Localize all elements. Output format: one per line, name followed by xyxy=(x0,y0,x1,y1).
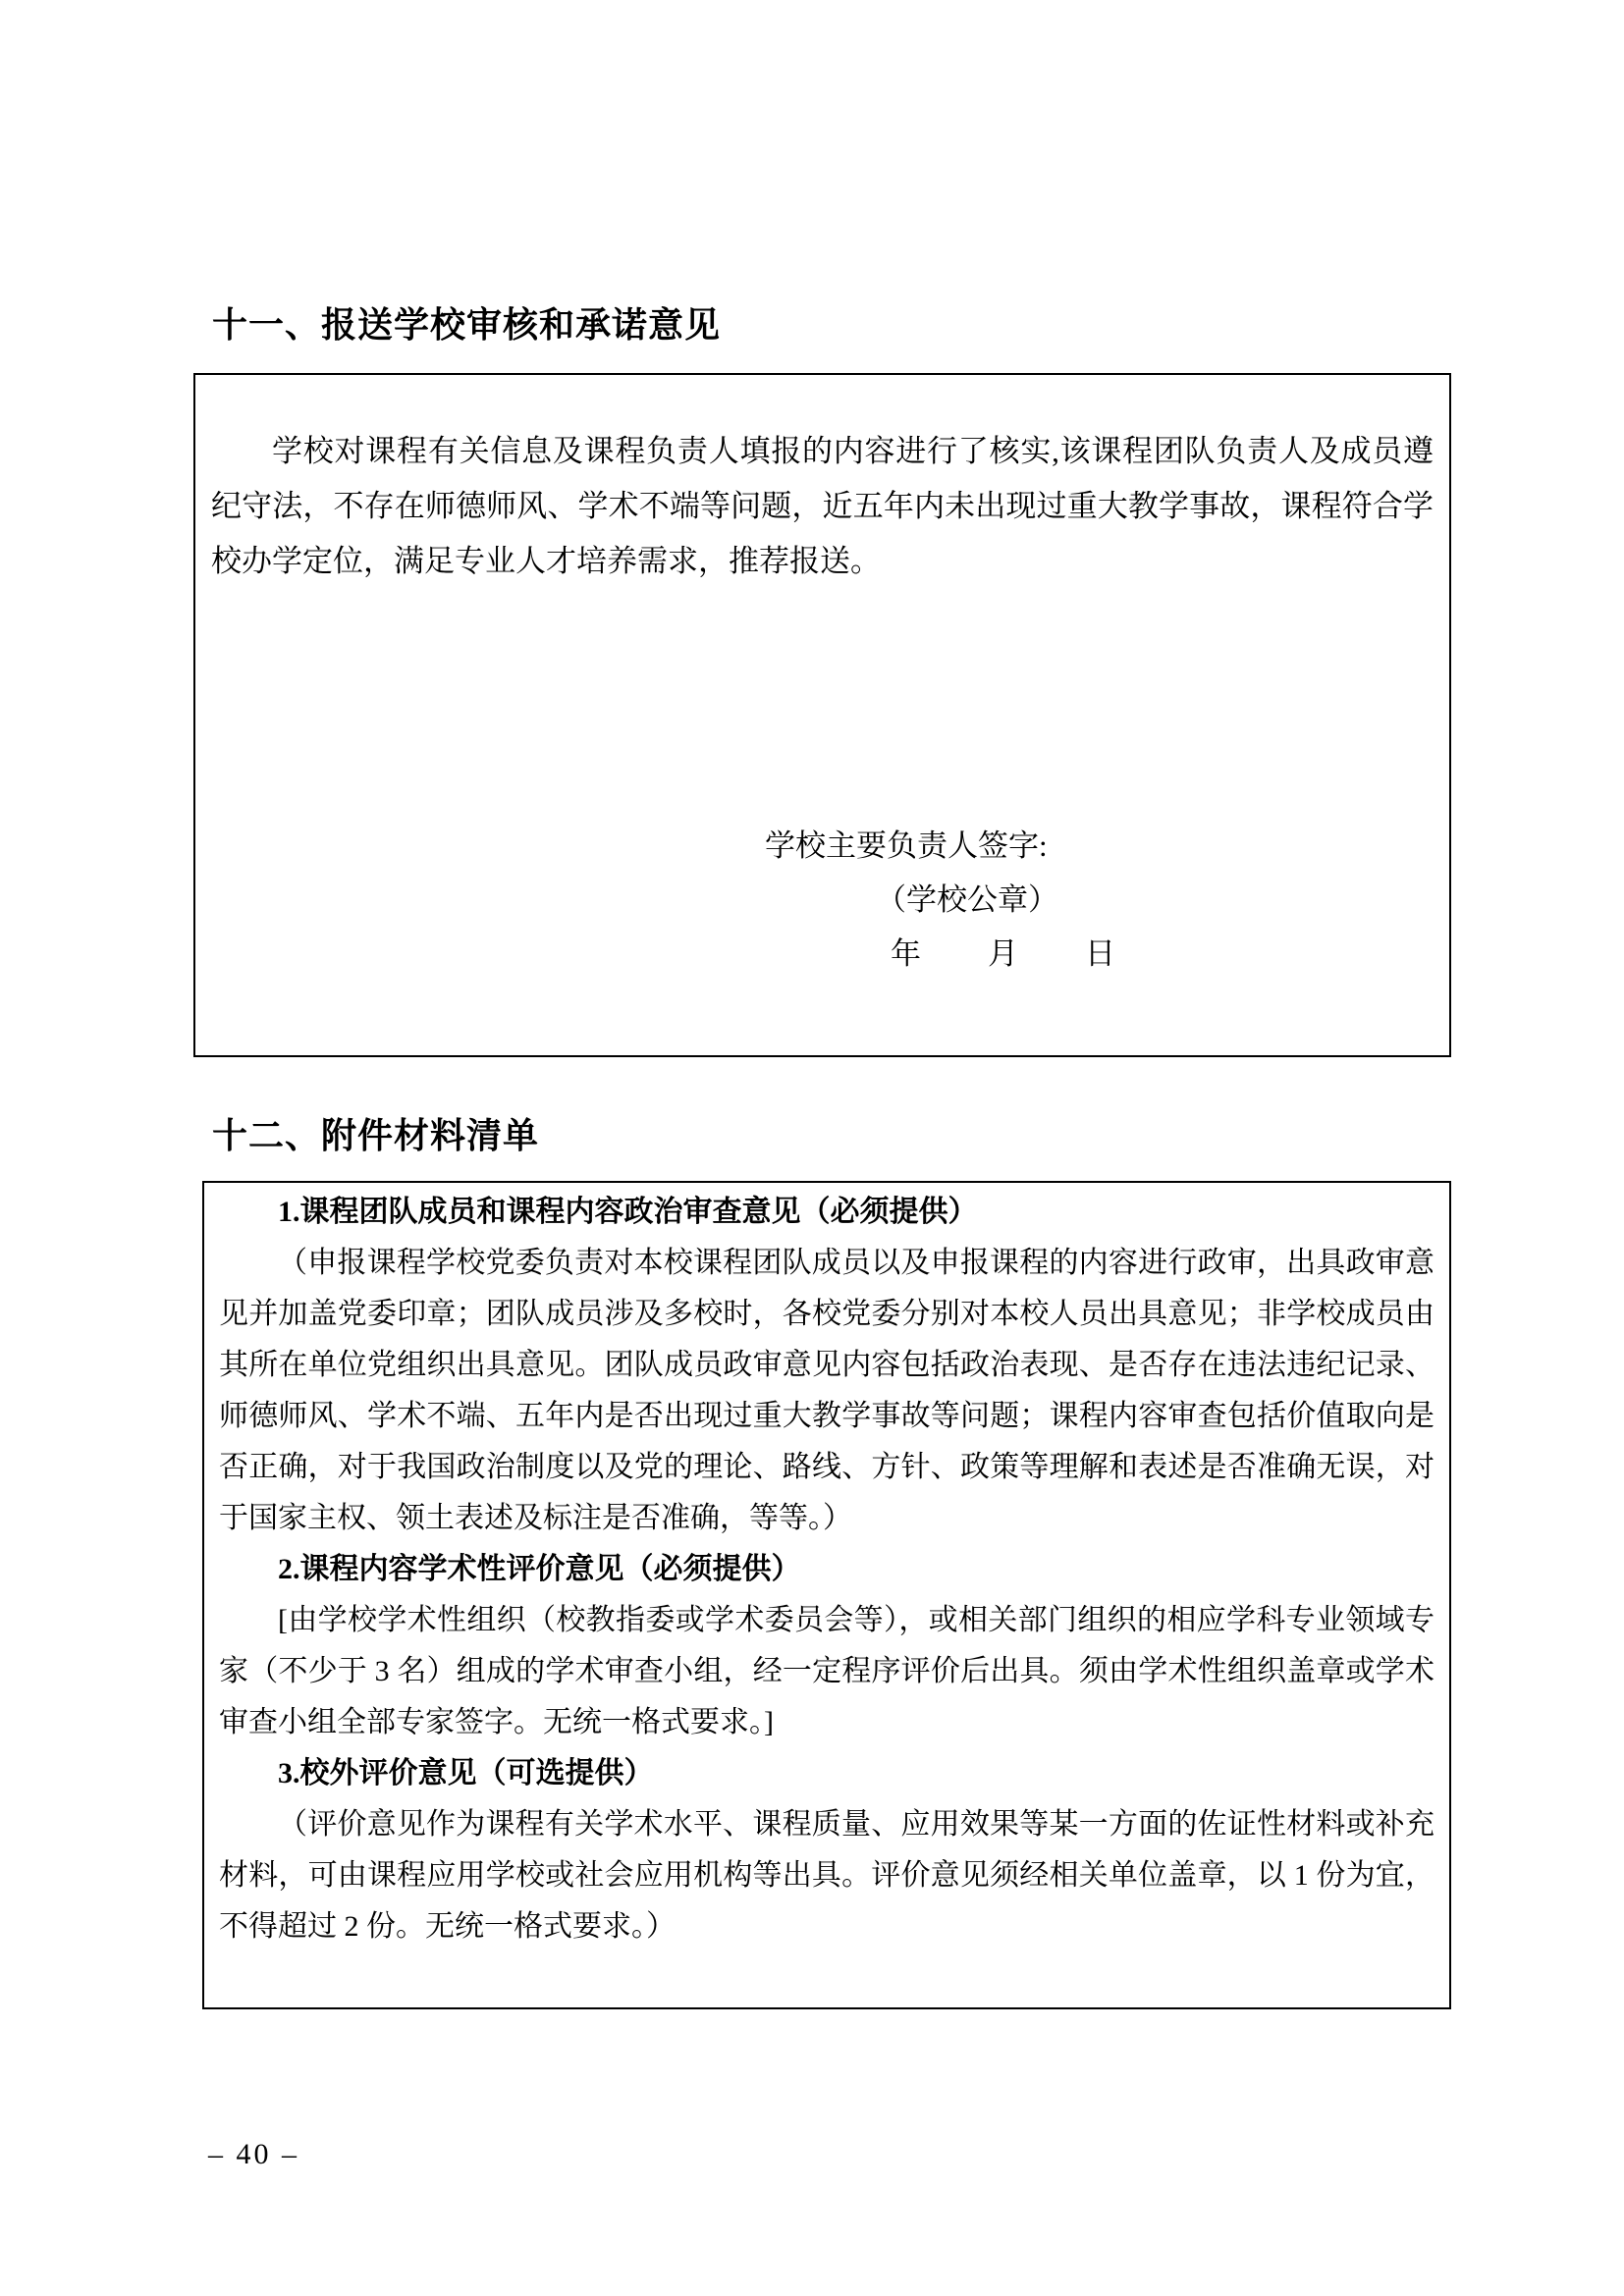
signature-block xyxy=(765,819,1117,981)
school-seal-label: （学校公章） xyxy=(876,882,1058,917)
attachment-item-3-body: （评价意见作为课程有关学术水平、课程质量、应用效果等某一方面的佐证性材料或补充材料，可由课程应用学校或社会应用机构等出具。评价意见须经相关单位盖章，以 1 份为宜，不得超过 2 份。无统一格式要求。） xyxy=(219,1808,1435,1943)
commitment-paragraph: 学校对课程有关信息及课程负责人填报的内容进行了核实,该课程团队负责人及成员遵纪守法，不存在师德师风、学术不端等问题，近五年内未出现过重大教学事故，课程符合学校办学定位，满足专业人才培养需求，推荐报送。 xyxy=(211,434,1434,578)
attachment-item-1-title: 1.课程团队成员和课程内容政治审查意见（必须提供） xyxy=(278,1196,978,1228)
attachment-item-3-title: 3.校外评价意见（可选提供） xyxy=(278,1757,654,1789)
principal-signature-label: 学校主要负责人签字: xyxy=(765,828,1048,863)
attachment-item-1-body: （申报课程学校党委负责对本校课程团队成员以及申报课程的内容进行政审，出具政审意见并加盖党委印章；团队成员涉及多校时，各校党委分别对本校人员出具意见；非学校成员由其所在单位党组织出具意见。团队成员政审意见内容包括政治表现、是否存在违法违纪记录、师德师风、学术不端、五年内是否出现过重大教学事故等问题；课程内容审查包括价值取向是否正确，对于我国政治制度以及党的理论、路线、方针、政策等理解和表述是否准确无误，对于国家主权、领土表述及标注是否准确，等等。） xyxy=(219,1247,1435,1534)
attachment-list xyxy=(219,1187,1435,1952)
school-commitment-box xyxy=(193,373,1451,1057)
attachment-item-2-body: [由学校学术性组织（校教指委或学术委员会等），或相关部门组织的相应学科专业领域专家（不少于 3 名）组成的学术审查小组，经一定程序评价后出具。须由学术性组织盖章或学术审查小组全部专家签字。无统一格式要求。] xyxy=(219,1604,1435,1738)
page-number: – 40 – xyxy=(208,2138,299,2170)
attachment-list-box xyxy=(202,1181,1451,2009)
attachment-item-2-title: 2.课程内容学术性评价意见（必须提供） xyxy=(278,1553,801,1585)
date-label: 年 月 日 xyxy=(891,936,1117,971)
section-11-heading: 十一、报送学校审核和承诺意见 xyxy=(212,304,722,345)
section-12-heading: 十二、附件材料清单 xyxy=(212,1115,540,1155)
